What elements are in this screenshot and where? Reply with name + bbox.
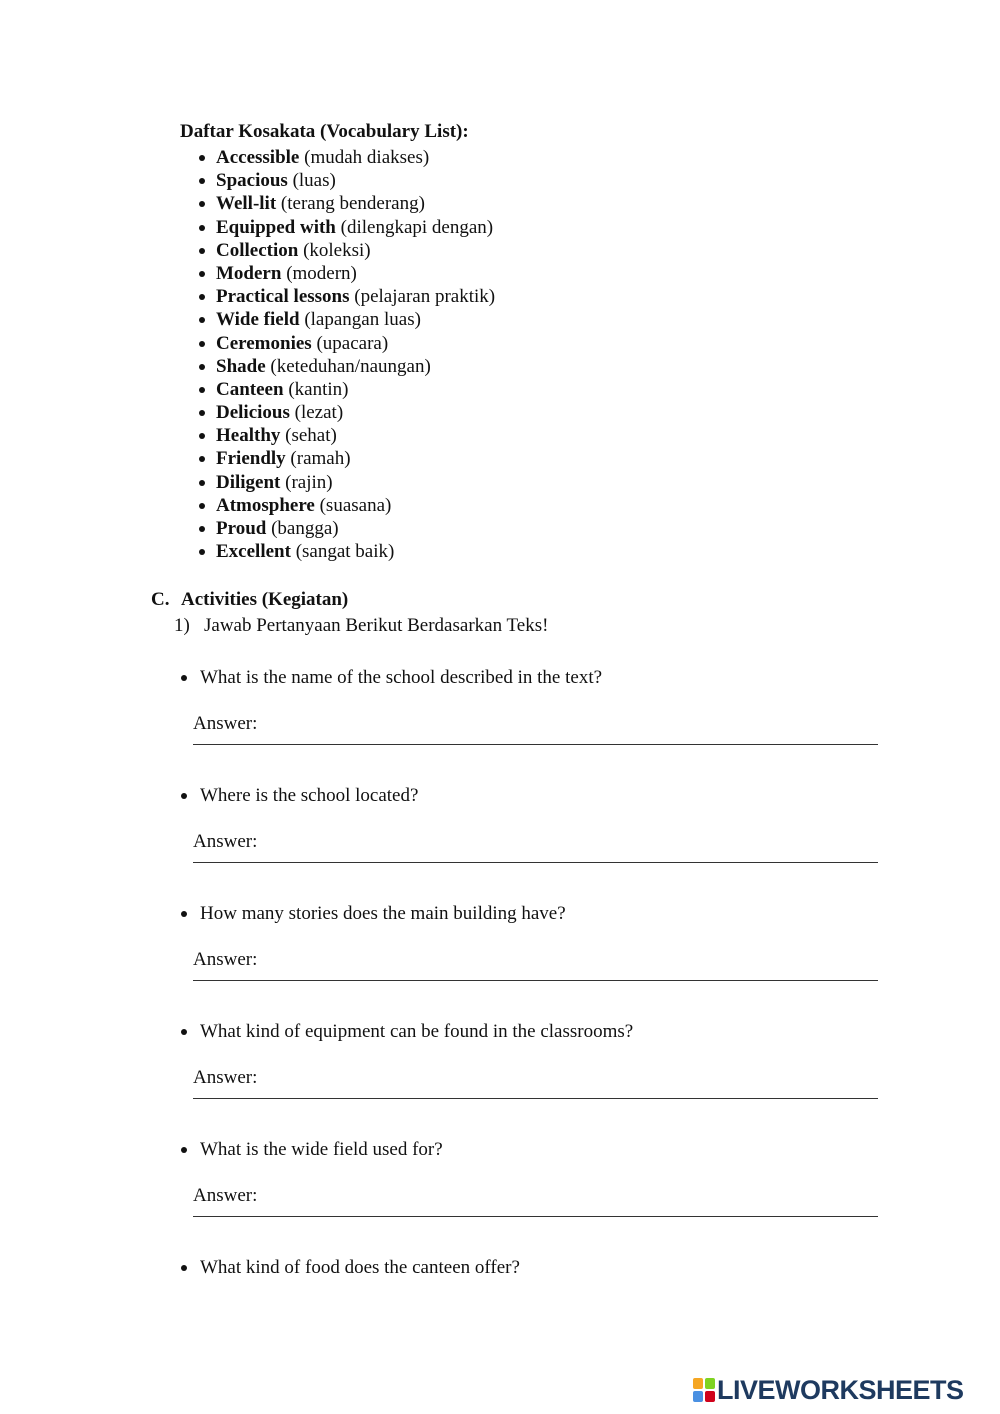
bullet-icon (199, 433, 205, 439)
question-item (180, 1256, 880, 1280)
question-label: What kind of equipment can be found in the classrooms? (200, 1021, 634, 1042)
vocabulary-item (196, 424, 495, 447)
answer-line[interactable] (193, 980, 878, 981)
vocabulary-meaning: (suasana) (319, 494, 392, 516)
vocabulary-item (196, 285, 495, 308)
vocabulary-term: Practical lessons (216, 286, 350, 308)
vocabulary-meaning: (kantin) (288, 378, 349, 400)
vocabulary-meaning: (koleksi) (303, 239, 371, 261)
vocabulary-meaning: (modern) (286, 262, 357, 284)
vocabulary-item (196, 216, 495, 239)
answer-line[interactable] (193, 1216, 878, 1217)
vocabulary-term: Wide field (216, 309, 300, 331)
vocabulary-meaning: (rajin) (285, 471, 333, 493)
bullet-icon (181, 911, 187, 917)
question-item (180, 1138, 880, 1206)
instruction (174, 614, 548, 638)
vocabulary-meaning: (lapangan luas) (304, 309, 421, 331)
logo-square-green (705, 1378, 715, 1389)
bullet-icon (181, 1265, 187, 1271)
question-label: Where is the school located? (200, 785, 419, 806)
question-item (180, 1020, 880, 1088)
vocabulary-term: Diligent (216, 471, 281, 493)
bullet-icon (181, 675, 187, 681)
bullet-icon (181, 1147, 187, 1153)
logo-square-orange (693, 1378, 703, 1389)
bullet-icon (199, 155, 205, 161)
bullet-icon (199, 225, 205, 231)
question-text (180, 666, 880, 690)
vocabulary-item (196, 494, 495, 517)
question-item (180, 902, 880, 970)
vocabulary-item (196, 332, 495, 355)
bullet-icon (199, 549, 205, 555)
answer-label: Answer: (193, 1185, 258, 1206)
vocabulary-meaning: (keteduhan/naungan) (270, 355, 431, 377)
liveworksheets-logo[interactable] (693, 1374, 964, 1406)
question-label: How many stories does the main building have? (200, 903, 566, 924)
vocabulary-item (196, 540, 495, 563)
section-title: Activities (Kegiatan) (181, 589, 349, 610)
vocabulary-item (196, 262, 495, 285)
vocabulary-item (196, 192, 495, 215)
vocabulary-item (196, 308, 495, 331)
vocabulary-term: Spacious (216, 170, 288, 192)
vocabulary-term: Excellent (216, 541, 291, 563)
answer-label: Answer: (193, 1067, 258, 1088)
section-letter: C. (151, 589, 170, 610)
answer-label: Answer: (193, 713, 258, 734)
liveworksheets-logo-icon (693, 1378, 715, 1402)
bullet-icon (199, 248, 205, 254)
vocabulary-heading: Daftar Kosakata (Vocabulary List): (180, 121, 469, 142)
vocabulary-list (196, 146, 495, 563)
bullet-icon (181, 1029, 187, 1035)
question-item (180, 784, 880, 852)
vocabulary-term: Friendly (216, 448, 286, 470)
vocabulary-term: Equipped with (216, 216, 336, 238)
question-label: What kind of food does the canteen offer? (200, 1257, 520, 1278)
vocabulary-meaning: (luas) (292, 170, 336, 192)
vocabulary-term: Shade (216, 355, 266, 377)
bullet-icon (199, 341, 205, 347)
vocabulary-item (196, 447, 495, 470)
logo-text: LIVEWORKSHEETS (717, 1375, 964, 1405)
vocabulary-item (196, 378, 495, 401)
vocabulary-item (196, 239, 495, 262)
vocabulary-item (196, 517, 495, 540)
question-text (180, 784, 880, 808)
vocabulary-meaning: (dilengkapi dengan) (340, 216, 494, 238)
vocabulary-item (196, 146, 495, 169)
vocabulary-meaning: (sangat baik) (295, 541, 395, 563)
vocabulary-meaning: (mudah diakses) (304, 147, 430, 168)
vocabulary-term: Modern (216, 262, 282, 284)
bullet-icon (199, 271, 205, 277)
question-item (180, 666, 880, 734)
bullet-icon (199, 480, 205, 486)
vocabulary-meaning: (bangga) (271, 518, 339, 539)
bullet-icon (199, 526, 205, 532)
vocabulary-term: Collection (216, 239, 299, 261)
question-text (180, 1138, 880, 1162)
bullet-icon (199, 364, 205, 370)
bullet-icon (181, 793, 187, 799)
answer-label: Answer: (193, 949, 258, 970)
bullet-icon (199, 294, 205, 300)
vocabulary-meaning: (sehat) (285, 425, 337, 447)
answer-line[interactable] (193, 862, 878, 863)
answer-line[interactable] (193, 744, 878, 745)
section-heading (151, 588, 348, 612)
vocabulary-meaning: (ramah) (290, 448, 351, 470)
vocabulary-item (196, 471, 495, 494)
vocabulary-item (196, 355, 495, 378)
bullet-icon (199, 201, 205, 207)
vocabulary-term: Delicious (216, 402, 290, 424)
vocabulary-meaning: (pelajaran praktik) (354, 286, 496, 308)
instruction-number: 1) (174, 615, 190, 636)
question-label: What is the wide field used for? (200, 1139, 443, 1160)
vocabulary-term: Healthy (216, 425, 281, 447)
answer-label: Answer: (193, 831, 258, 852)
vocabulary-term: Canteen (216, 378, 284, 400)
logo-square-blue (693, 1391, 703, 1402)
vocabulary-term: Well-lit (216, 193, 277, 215)
question-text (180, 902, 880, 926)
bullet-icon (199, 503, 205, 509)
bullet-icon (199, 410, 205, 416)
vocabulary-item (196, 169, 495, 192)
vocabulary-item (196, 401, 495, 424)
vocabulary-meaning: (lezat) (294, 402, 344, 424)
vocabulary-meaning: (terang benderang) (280, 193, 425, 215)
bullet-icon (199, 456, 205, 462)
question-text (180, 1020, 880, 1044)
logo-square-red (705, 1391, 715, 1402)
vocabulary-meaning: (upacara) (316, 332, 389, 354)
vocabulary-term: Ceremonies (216, 332, 312, 354)
bullet-icon (199, 317, 205, 323)
vocabulary-term: Atmosphere (216, 494, 315, 516)
vocabulary-term: Proud (216, 518, 267, 539)
question-label: What is the name of the school described in the text? (200, 667, 603, 688)
answer-line[interactable] (193, 1098, 878, 1099)
instruction-text: Jawab Pertanyaan Berikut Berdasarkan Teks! (204, 615, 549, 636)
vocabulary-term: Accessible (216, 147, 300, 168)
bullet-icon (199, 178, 205, 184)
bullet-icon (199, 387, 205, 393)
question-text (180, 1256, 880, 1280)
